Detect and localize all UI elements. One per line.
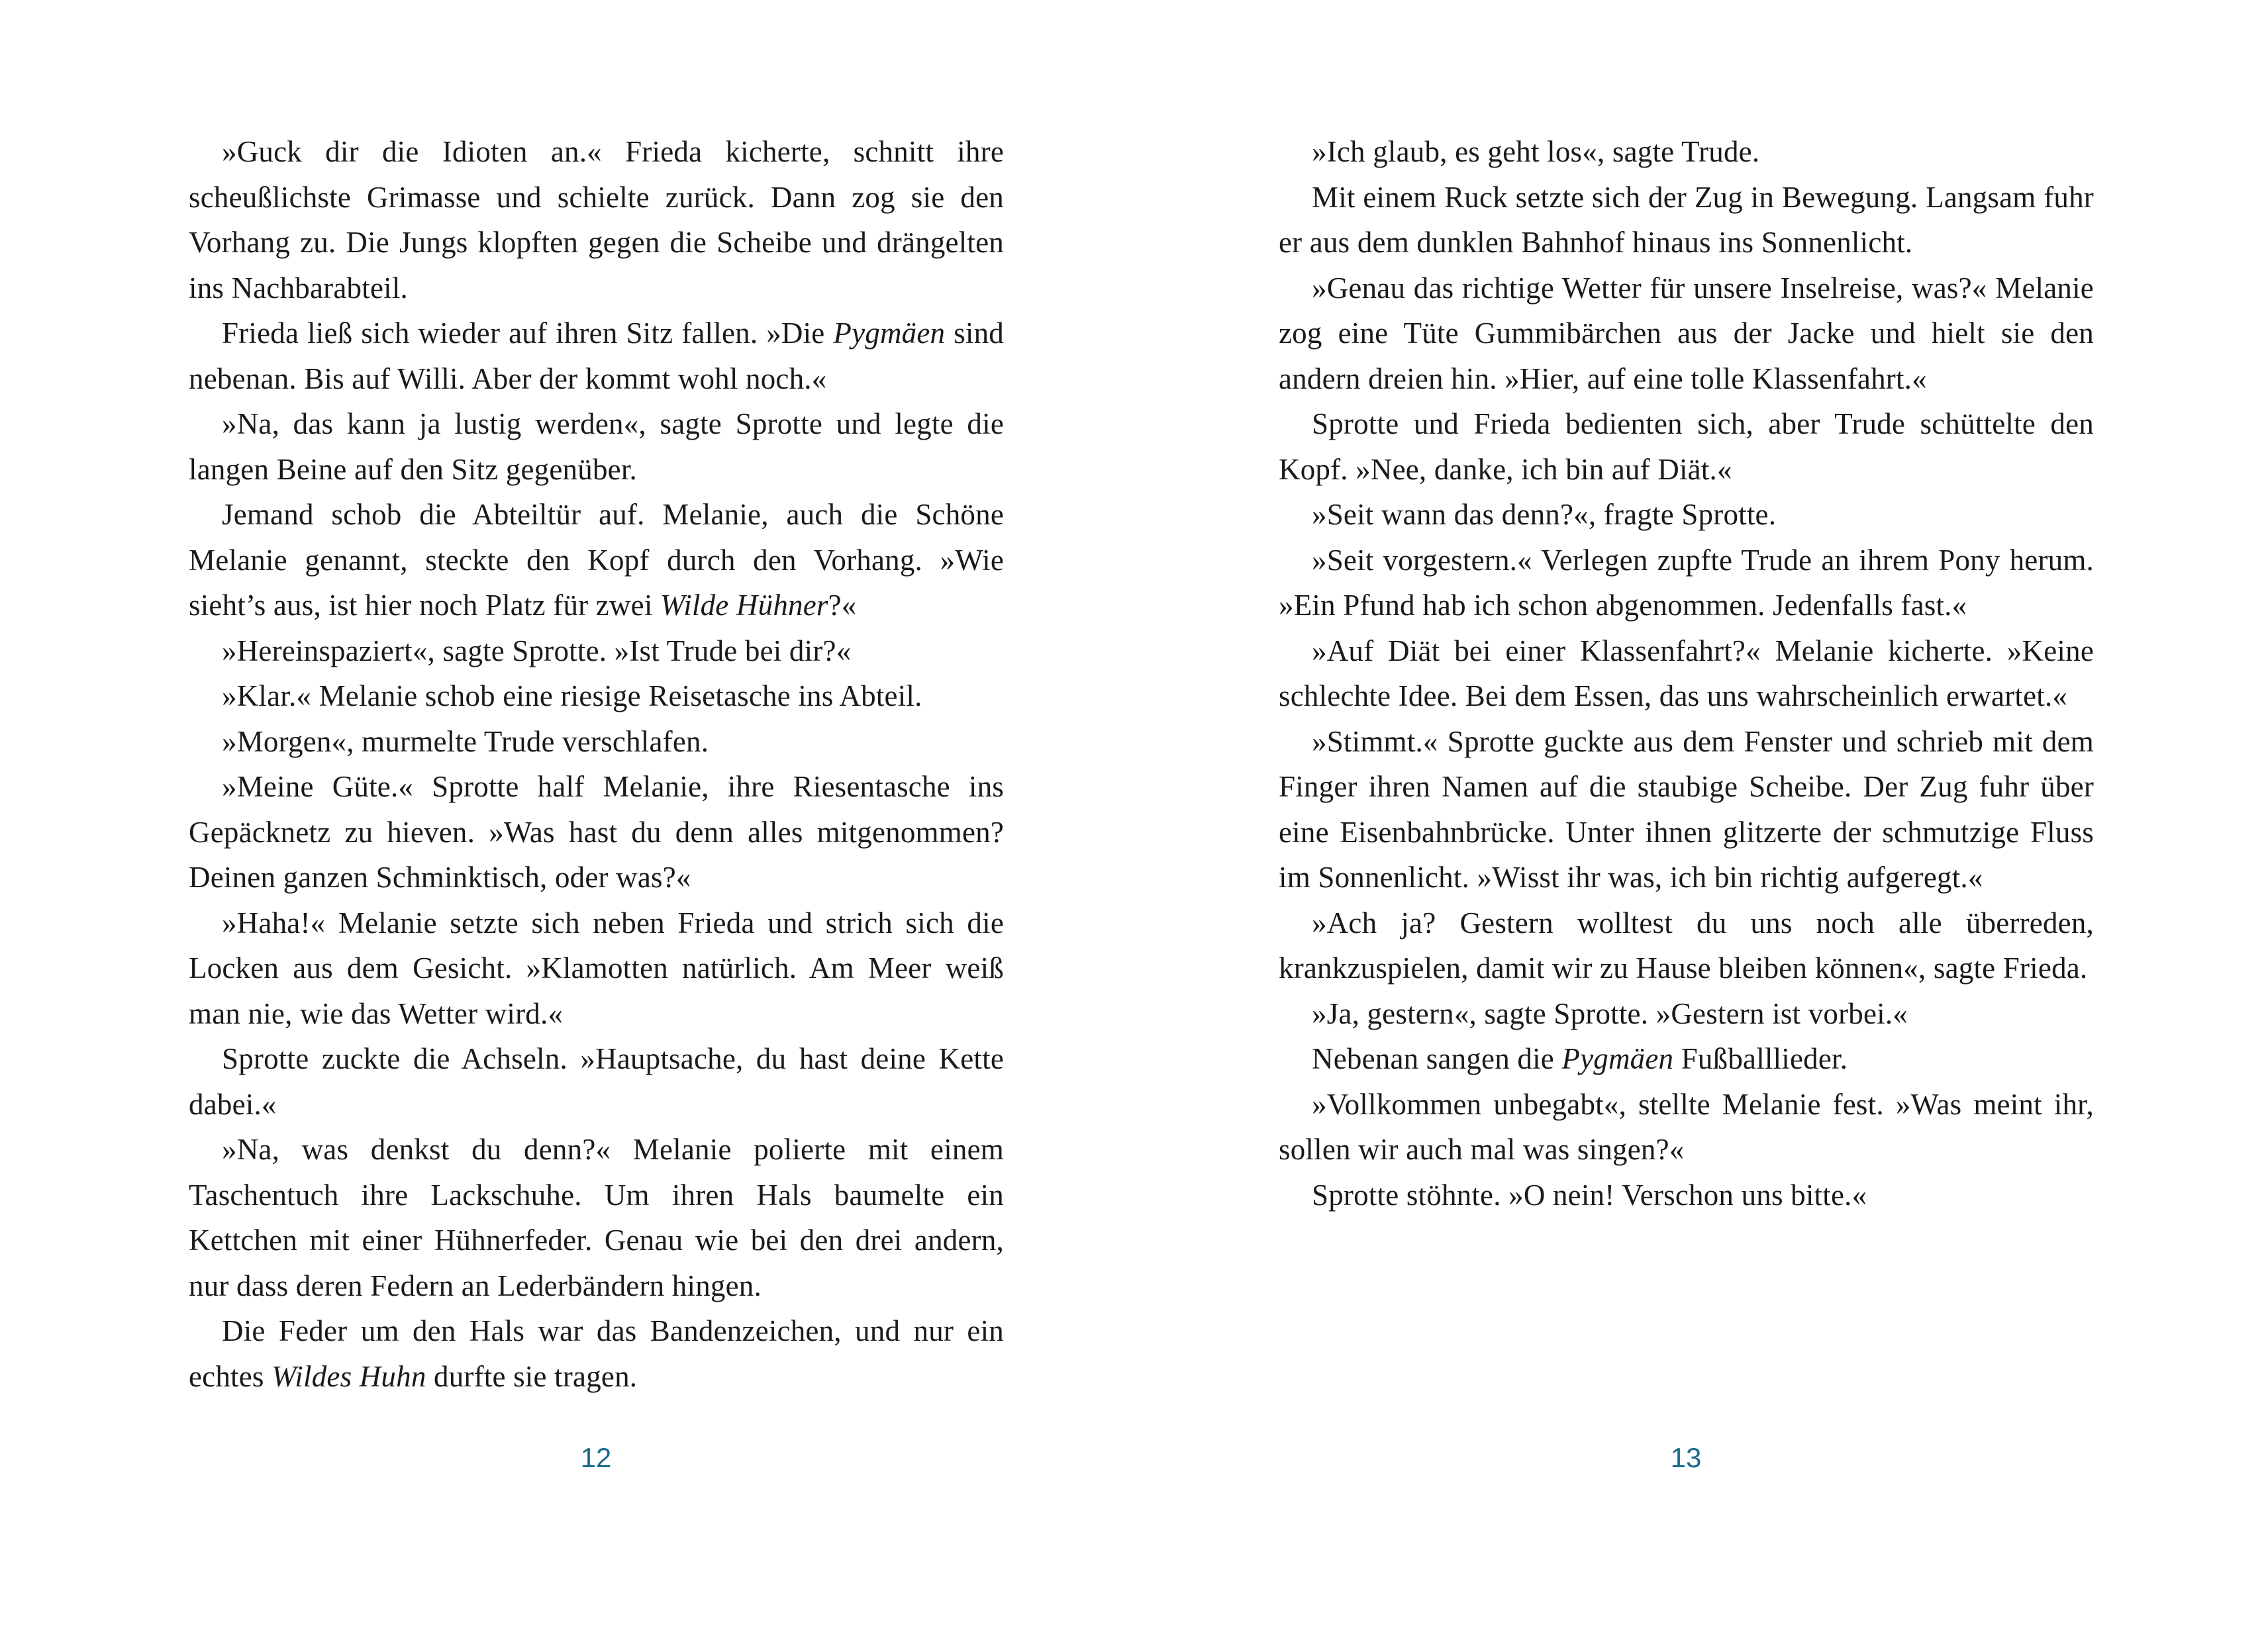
paragraph (189, 1308, 1004, 1399)
italic-text: Pygmäen (1561, 1042, 1674, 1075)
italic-text: Wildes Huhn (271, 1359, 426, 1393)
paragraph (1279, 538, 2094, 628)
text-run: »Na, das kann ja lustig werden«, sagte Sprotte und legte die langen Beine auf den Sitz gegenüber. (189, 407, 1004, 486)
text-run: Nebenan sangen die (1312, 1042, 1562, 1075)
text-run: »Haha!« Melanie setzte sich neben Frieda und strich sich die Locken aus dem Gesicht. »Klamotten natürlich. Am Meer weiß man nie, wie das Wetter wird.« (189, 906, 1004, 1030)
text-run: sind nebenan. Bis auf Willi. Aber der kommt wohl noch.« (189, 316, 1005, 395)
text-run: »Auf Diät bei einer Klassenfahrt?« Melanie kicherte. »Keine schlechte Idee. Bei dem Essen, das uns wahrscheinlich erwartet.« (1279, 634, 2094, 712)
text-run: »Stimmt.« Sprotte guckte aus dem Fenster und schrieb mit dem Finger ihren Namen auf die staubige Scheibe. Der Zug fuhr über eine Eisenbahnbrücke. Unter ihnen glitzerte der schmutzige Fluss im Sonnenlicht. »Wisst ihr was, ich bin richtig aufgeregt.« (1279, 724, 2094, 894)
text-run: Frieda ließ sich wieder auf ihren Sitz fallen. »Die (222, 316, 834, 350)
paragraph (1279, 719, 2094, 900)
text-run: »Guck dir die Idioten an.« Frieda kicherte, schnitt ihre scheußlichste Grimasse und schielte zurück. Dann zog sie den Vorhang zu. Die Jungs klopften gegen die Scheibe und drängelten ins Nachbarabteil. (189, 135, 1004, 305)
left-page (189, 129, 1004, 1399)
paragraph (189, 1036, 1004, 1127)
paragraph (189, 311, 1004, 401)
paragraph (1279, 1036, 2094, 1082)
paragraph (189, 401, 1004, 492)
text-run: Sprotte und Frieda bedienten sich, aber Trude schüttelte den Kopf. »Nee, danke, ich bin auf Diät.« (1279, 407, 2094, 486)
paragraph (1279, 266, 2094, 402)
paragraph (1279, 1082, 2094, 1173)
paragraph (1279, 401, 2094, 492)
paragraph (1279, 492, 2094, 538)
page-number-right: 13 (1670, 1442, 1702, 1473)
paragraph (1279, 991, 2094, 1037)
paragraph (189, 628, 1004, 674)
paragraph (189, 673, 1004, 719)
page-number-left: 12 (580, 1442, 612, 1473)
text-run: Sprotte zuckte die Achseln. »Hauptsache, du hast deine Kette dabei.« (189, 1042, 1004, 1121)
text-run: »Meine Güte.« Sprotte half Melanie, ihre Riesentasche ins Gepäcknetz zu hieven. »Was hast du denn alles mitgenommen? Deinen ganzen Schminktisch, oder was?« (189, 770, 1004, 894)
text-run: »Ja, gestern«, sagte Sprotte. »Gestern ist vorbei.« (1312, 996, 1908, 1030)
text-run: »Na, was denkst du denn?« Melanie polierte mit einem Taschentuch ihre Lackschuhe. Um ihren Hals baumelte ein Kettchen mit einer Hühnerfeder. Genau wie bei den drei andern, nur dass deren Federn an Lederbändern hingen. (189, 1133, 1004, 1302)
text-run: Fußballlieder. (1673, 1042, 1848, 1075)
paragraph (1279, 1173, 2094, 1218)
paragraph (189, 492, 1004, 628)
text-run: Mit einem Ruck setzte sich der Zug in Bewegung. Langsam fuhr er aus dem dunklen Bahnhof hinaus ins Sonnenlicht. (1279, 180, 2094, 259)
paragraph (1279, 900, 2094, 991)
paragraph (189, 764, 1004, 900)
text-run: »Hereinspaziert«, sagte Sprotte. »Ist Trude bei dir?« (222, 634, 852, 667)
paragraph (189, 719, 1004, 765)
text-run: »Seit vorgestern.« Verlegen zupfte Trude an ihrem Pony herum. »Ein Pfund hab ich schon abgenommen. Jedenfalls fast.« (1279, 543, 2094, 622)
paragraph (189, 129, 1004, 311)
paragraph (189, 1127, 1004, 1308)
text-run: Sprotte stöhnte. »O nein! Verschon uns bitte.« (1312, 1178, 1867, 1212)
right-page (1279, 129, 2094, 1218)
text-run: »Seit wann das denn?«, fragte Sprotte. (1312, 498, 1777, 531)
text-run: durfte sie tragen. (426, 1359, 638, 1393)
paragraph (1279, 628, 2094, 719)
text-run: »Ach ja? Gestern wolltest du uns noch alle überreden, krankzuspielen, damit wir zu Hause bleiben können«, sagte Frieda. (1279, 906, 2094, 985)
text-run: Jemand schob die Abteiltür auf. Melanie, auch die Schöne Melanie genannt, steckte den Kopf durch den Vorhang. »Wie sieht’s aus, ist hier noch Platz für zwei (189, 498, 1004, 622)
text-run: Die Feder um den Hals war das Bandenzeichen, und nur ein echtes (189, 1314, 1004, 1393)
paragraph (1279, 129, 2094, 175)
text-run: »Ich glaub, es geht los«, sagte Trude. (1312, 135, 1760, 168)
italic-text: Wilde Hühner (660, 589, 828, 622)
italic-text: Pygmäen (833, 316, 946, 350)
text-run: »Vollkommen unbegabt«, stellte Melanie fest. »Was meint ihr, sollen wir auch mal was singen?« (1279, 1087, 2094, 1166)
text-run: »Klar.« Melanie schob eine riesige Reisetasche ins Abteil. (222, 679, 922, 712)
paragraph (189, 900, 1004, 1037)
paragraph (1279, 175, 2094, 266)
text-run: »Morgen«, murmelte Trude verschlafen. (222, 724, 709, 758)
text-run: ?« (828, 589, 857, 622)
text-run: »Genau das richtige Wetter für unsere Inselreise, was?« Melanie zog eine Tüte Gummibärchen aus der Jacke und hielt sie den andern dreien hin. »Hier, auf eine tolle Klassenfahrt.« (1279, 271, 2094, 395)
